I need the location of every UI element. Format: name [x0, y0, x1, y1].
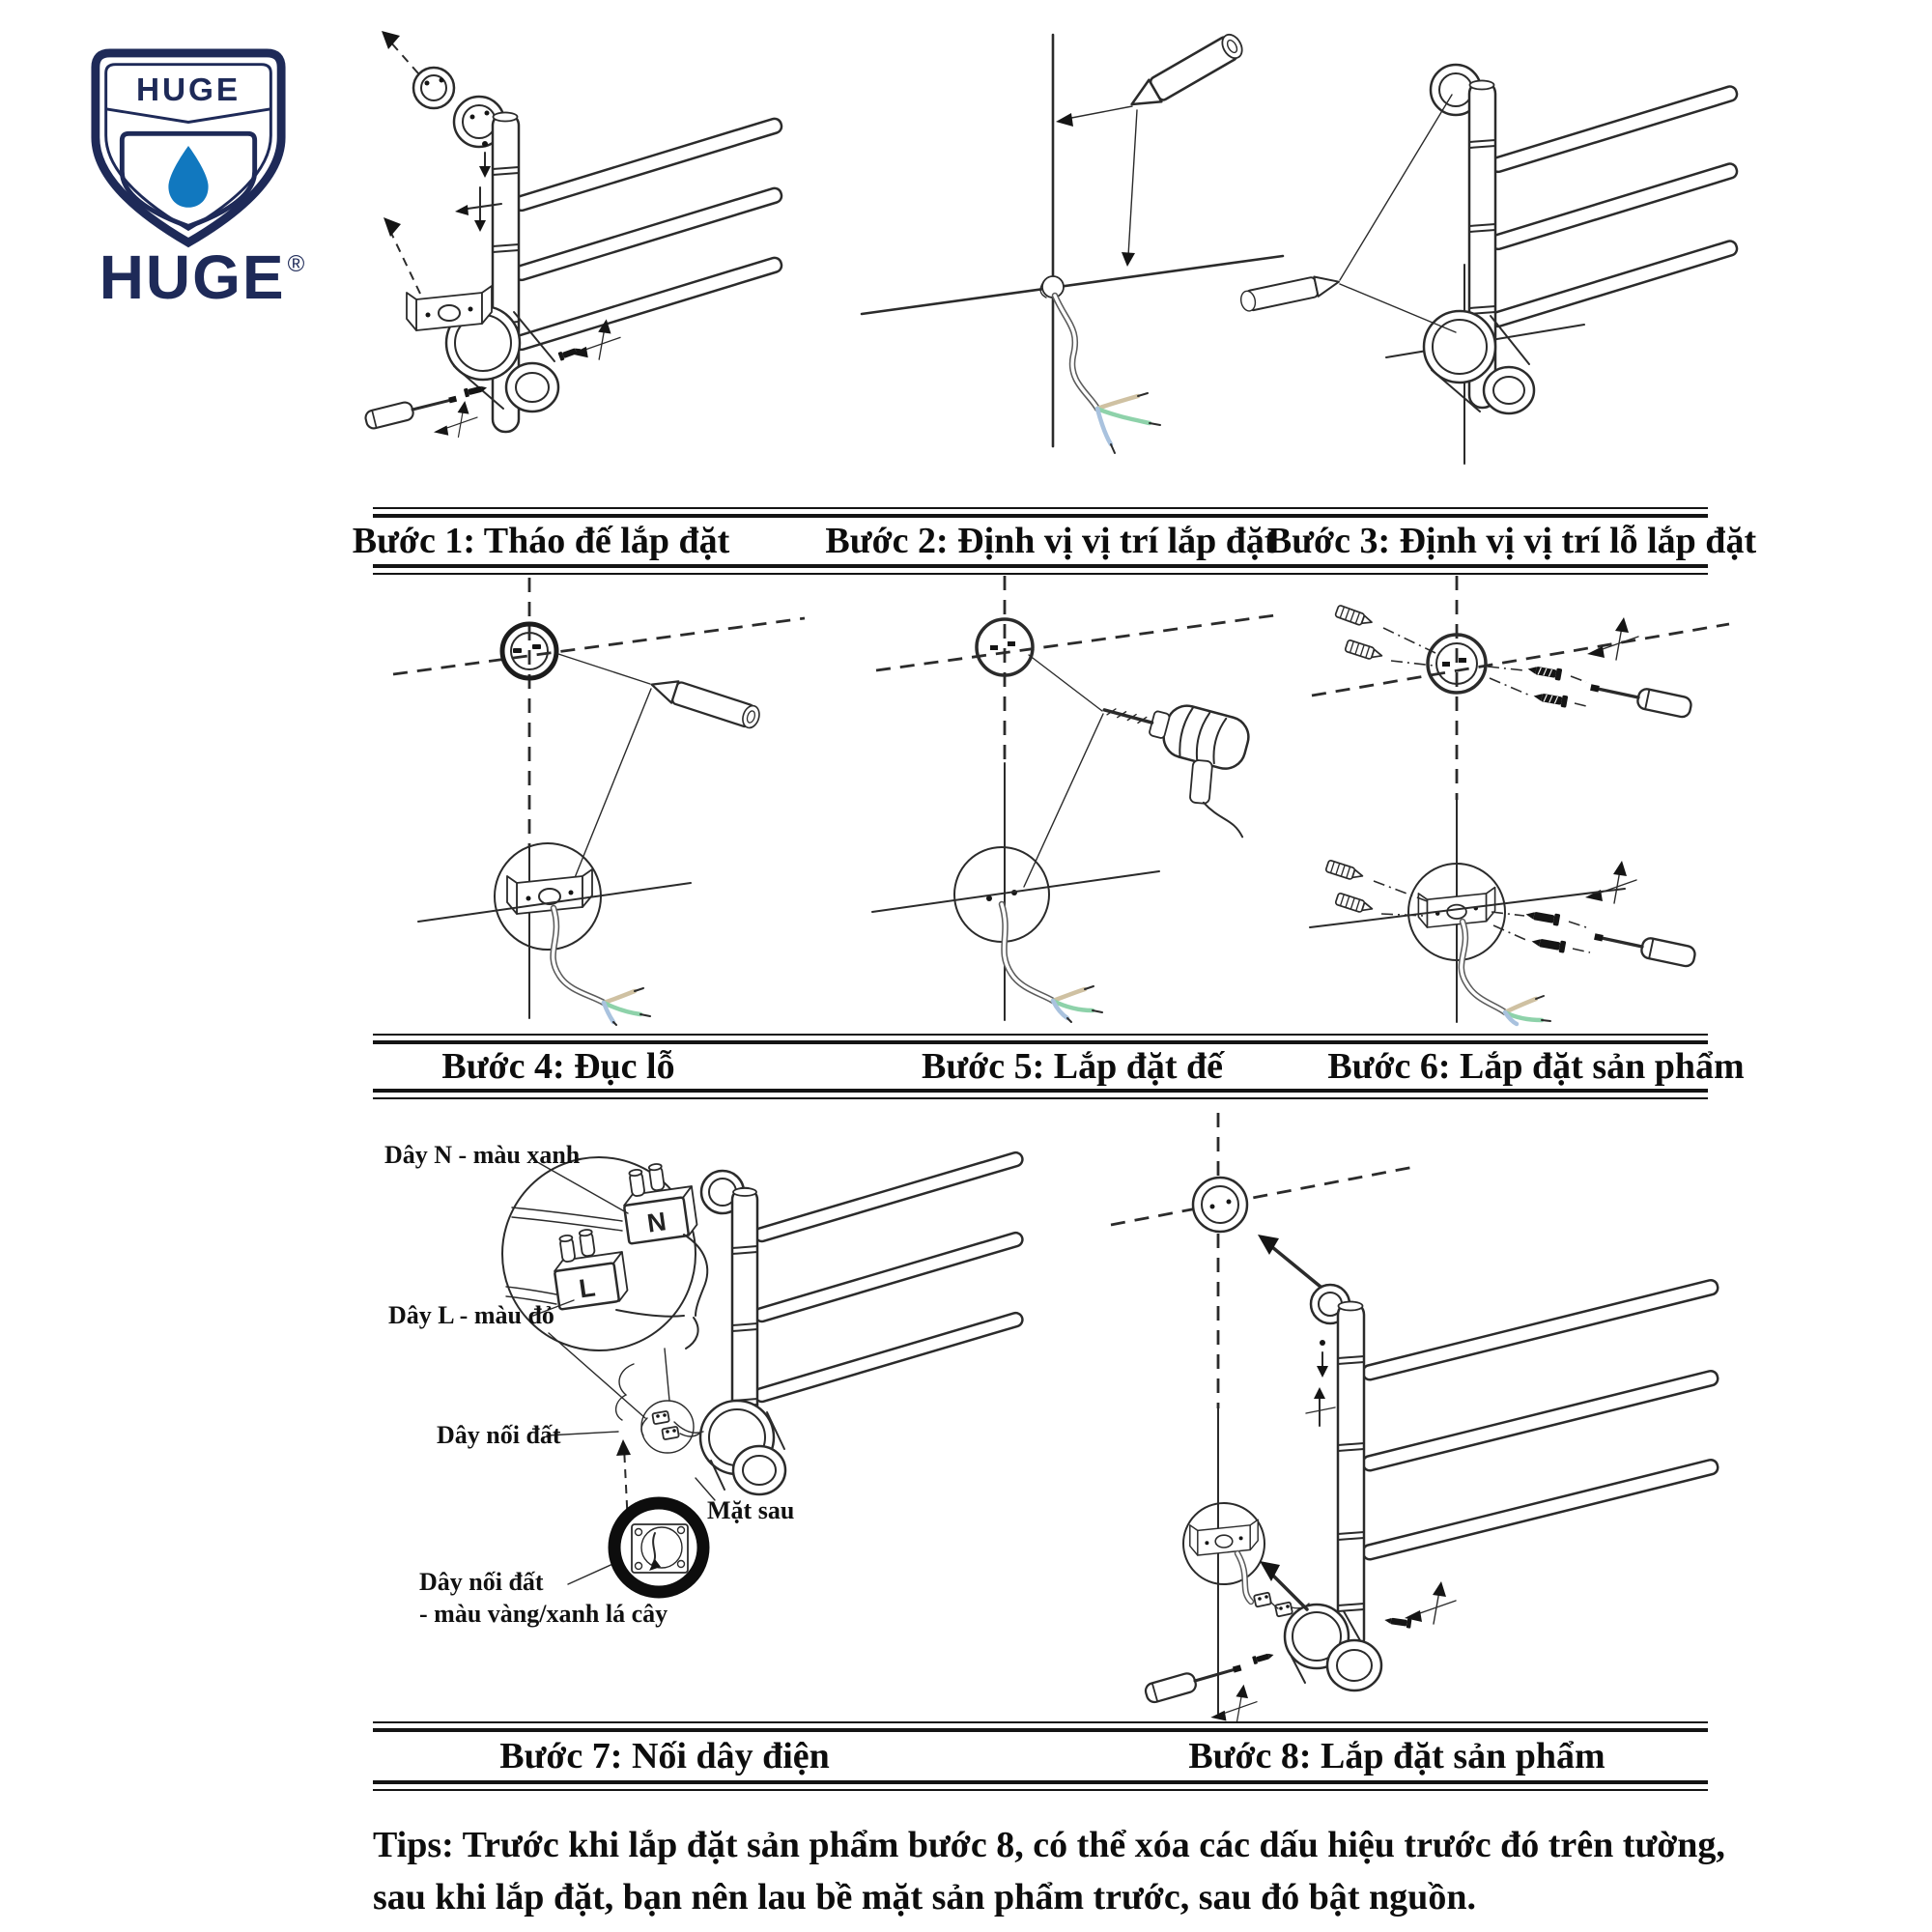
step6-diagram	[1294, 570, 1744, 1026]
step-label-band-1	[352, 514, 1757, 568]
label-wire-n: Dây N - màu xanh	[384, 1141, 581, 1169]
terminal-block-n	[619, 1159, 698, 1243]
screw	[1252, 1651, 1275, 1664]
screwdriver-tool	[1589, 677, 1692, 718]
dashed-arrow-icon	[384, 217, 420, 294]
drop-in-arrow-icon	[1306, 1340, 1335, 1426]
tips-text: Tips: Trước khi lắp đặt sản phẩm bước 8, có thể xóa các dấu hiệu trước đó trên tường, sau khi lắp đặt, bạn nên lau bề mặt sản phẩm trước, sau đó bật nguồn.	[373, 1825, 1725, 1918]
step3-label: Bước 3: Định vị vị trí lỗ lắp đặt	[1266, 521, 1757, 561]
step-label-band-2	[373, 1040, 1745, 1093]
step3-diagram	[1290, 21, 1748, 480]
logo-shield-text: HUGE	[135, 71, 242, 108]
svg-text:L: L	[577, 1272, 598, 1304]
measure-arrow-icon	[1056, 106, 1137, 267]
screwdriver-tool	[364, 390, 459, 430]
svg-text:N: N	[645, 1207, 668, 1238]
step7-diagram	[375, 1111, 1032, 1727]
power-cable	[1237, 1553, 1251, 1602]
mounting-bracket	[1190, 1520, 1258, 1555]
step1-diagram	[372, 21, 811, 480]
step2-diagram	[850, 21, 1294, 480]
wall-anchor	[1335, 605, 1374, 629]
screw	[1533, 690, 1569, 707]
label-ground: Dây nối đất	[437, 1421, 561, 1449]
step-label-band-3	[373, 1728, 1708, 1784]
towel-rack	[446, 97, 783, 432]
step1-label: Bước 1: Tháo đế lắp đặt	[352, 521, 730, 561]
label-back-side: Mặt sau	[707, 1496, 795, 1524]
dashed-arrow-icon	[382, 31, 418, 73]
turn-arrow-icon	[1585, 861, 1636, 903]
step2-label: Bước 2: Định vị vị trí lắp đặt	[825, 521, 1277, 561]
wall-anchor	[1345, 639, 1383, 662]
brand-logo-shield	[89, 48, 288, 247]
power-cable	[1002, 904, 1102, 1022]
turn-arrow-icon	[1405, 1581, 1456, 1624]
drill-tool	[1082, 685, 1271, 838]
terminal-block-l	[550, 1225, 629, 1309]
step4-diagram	[372, 570, 821, 1026]
registered-mark: ®	[287, 251, 307, 277]
towel-rack	[1285, 1279, 1719, 1690]
detached-cover-ring	[413, 68, 454, 108]
power-cable	[1462, 922, 1550, 1024]
step7-figure	[375, 1111, 1032, 1727]
towel-rack	[700, 1151, 1024, 1494]
screw	[1531, 935, 1567, 952]
power-cable	[554, 908, 650, 1025]
screw	[1527, 663, 1563, 680]
step4-label: Bước 4: Đục lỗ	[441, 1046, 675, 1087]
step8-diagram	[1058, 1111, 1739, 1729]
power-cable	[1055, 296, 1160, 453]
screw	[1525, 908, 1561, 925]
mount-arrow-icon	[1258, 1235, 1321, 1287]
brand-wordmark: HUGE®	[99, 242, 307, 312]
step6-label: Bước 6: Lắp đặt sản phẩm	[1327, 1046, 1745, 1087]
step5-label: Bước 5: Lắp đặt đế	[922, 1046, 1223, 1087]
pencil-tool	[648, 674, 762, 730]
label-wire-l: Dây L - màu đỏ	[388, 1301, 554, 1329]
wall-anchor	[1325, 860, 1364, 882]
wall-anchor	[1335, 893, 1374, 915]
screwdriver-tool	[1593, 926, 1696, 967]
screwdriver-tool	[1144, 1659, 1243, 1704]
turn-arrow-icon	[1587, 617, 1638, 660]
mounting-rosette	[1428, 635, 1486, 693]
step8-label: Bước 8: Lắp đặt sản phẩm	[1188, 1736, 1605, 1776]
pencil-tool	[1125, 31, 1246, 115]
step5-diagram	[855, 570, 1299, 1026]
towel-rack	[1424, 65, 1739, 413]
mounting-rosette	[1193, 1178, 1247, 1232]
label-ground-color: Dây nối đất - màu vàng/xanh lá cây	[419, 1568, 668, 1628]
wall-horizontal-line	[862, 256, 1283, 314]
wire-connection-detail	[641, 1401, 694, 1453]
step7-label: Bước 7: Nối dây điện	[499, 1736, 830, 1776]
turn-arrow-icon	[434, 401, 477, 437]
